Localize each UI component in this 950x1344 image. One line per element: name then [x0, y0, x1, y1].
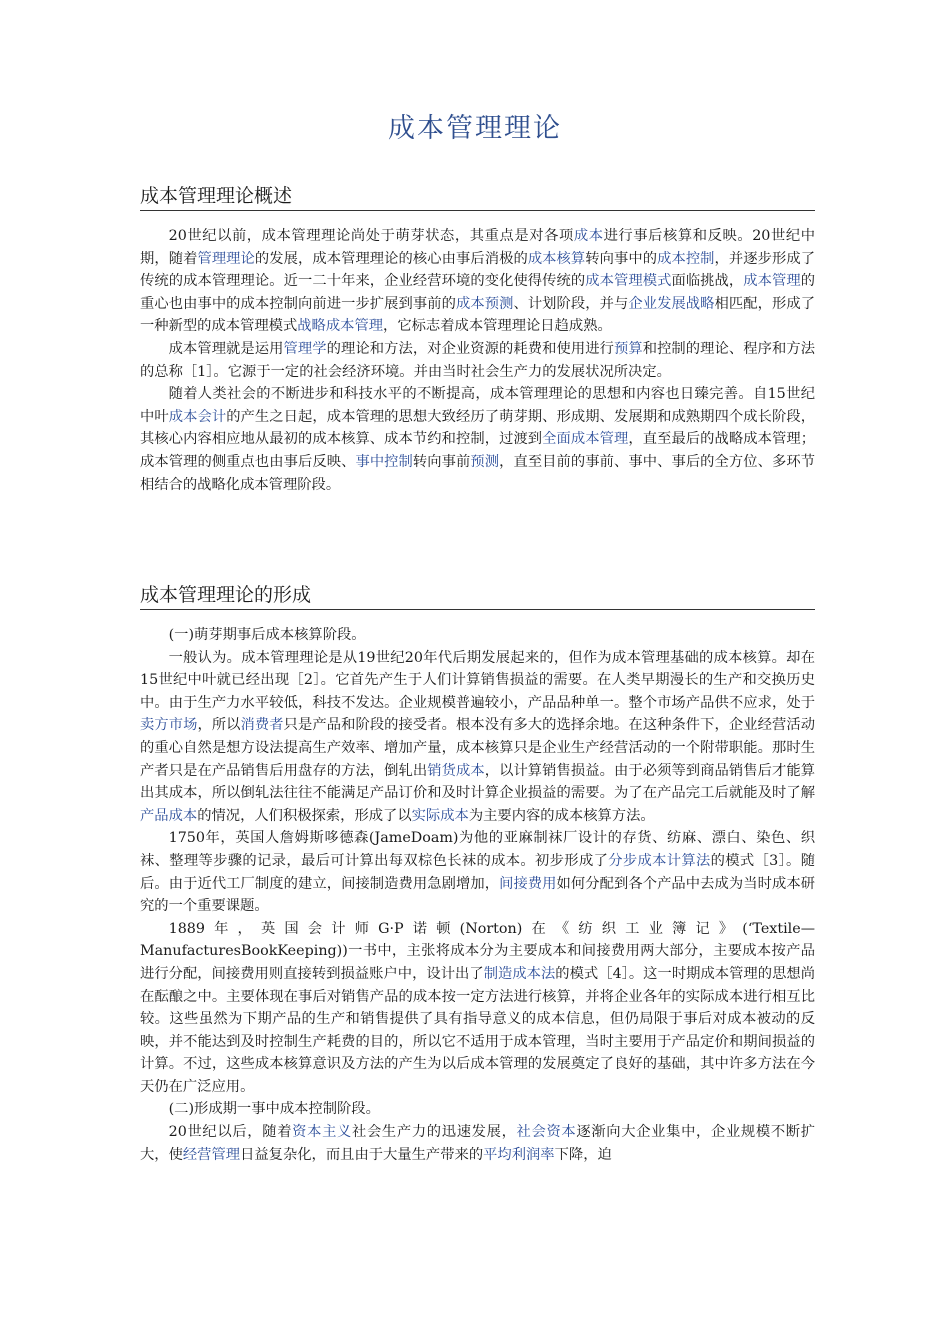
term-link[interactable]: 卖方市场: [140, 717, 198, 734]
paragraph-text: 20世纪以前，成本管理理论尚处于萌芽状态，其重点是对各项: [168, 228, 574, 244]
paragraph: [140, 827, 815, 917]
term-link[interactable]: 成本管理: [743, 273, 801, 290]
paragraph-text: 下降，迫: [554, 1146, 612, 1163]
paragraph-text: 面临挑战，: [671, 273, 744, 290]
section-body: [140, 225, 815, 496]
paragraph-text: 转向事前: [412, 453, 471, 470]
paragraph-text: 的模式［4］。这一时期成本管理的思想尚在酝酿之中。主要体现在事后对销售产品的成本按一定方法进行核算，并将企业各年的实际成本进行相互比较。这些虽然为下期产品的生产和销售提供了具有指导意义的成本信息，但仍局限于事后对成本被动的反映，并不能达到及时控制生产耗费的目的，所以它不适用于成本管理，当时主要用于产品定价和期间损益的计算。不过，这些成本核算意识及方法的产生为以后成本管理的发展奠定了良好的基础，其中许多方法在今天仍在广泛应用。: [140, 965, 816, 1095]
paragraph-text: 进行事后核算和反映。20世纪中期，随着: [140, 228, 815, 267]
term-link[interactable]: 战略成本管理: [297, 318, 384, 335]
section-overview: [140, 181, 815, 496]
term-link[interactable]: 经营管理: [182, 1146, 241, 1163]
term-link[interactable]: 平均利润率: [483, 1146, 555, 1163]
term-link[interactable]: 分步成本计算法: [608, 852, 711, 869]
paragraph: [140, 1098, 815, 1121]
paragraph-text: 的模式［3］。随后。由于近代工厂制度的建立，间接制造费用急剧增加，: [140, 852, 815, 892]
term-link[interactable]: 事中控制: [355, 453, 413, 470]
paragraph: [140, 918, 815, 1099]
paragraph-text: 只是产品和阶段的接受者。根本没有多大的选择余地。在这种条件下，企业经营活动的重心自然是想方设法提高生产效率、增加产量，成本核算只是企业生产经营活动的一个附带职能。那时生产者只是在产品销售后用盘存的方法，倒轧出: [140, 717, 816, 779]
term-link[interactable]: 资本主义: [292, 1124, 352, 1141]
term-link[interactable]: 成本控制: [657, 250, 715, 267]
paragraph: [140, 338, 815, 383]
paragraph-text: 1750年，英国人詹姆斯哆德森(JameDoam)为他的亚麻制袜厂设计的存货、纺麻、漂白、染色、织袜、整理等步骤的记录，最后可计算出每双棕色长袜的成本。初步形成了: [140, 830, 815, 869]
term-link[interactable]: 预测: [470, 453, 500, 470]
term-link[interactable]: 消费者: [240, 717, 284, 734]
term-link[interactable]: 成本预测: [456, 295, 514, 312]
paragraph-text: ，它标志着成本管理理论日趋成熟。: [383, 318, 612, 335]
document-title: 成本管理理论: [388, 113, 562, 144]
paragraph-text: 如何分配到各个产品中去成为当时成本研究的一个重要课题。: [140, 875, 815, 915]
paragraph-text: 一般认为。成本管理理论是从19世纪20年代后期发展起来的，但作为成本管理基础的成本核算。却在15世纪中叶就已经出现［2］。它首先产生于人们计算销售损益的需要。在人类早期漫长的生产和交换历史中。由于生产力水平较低，科技不发达。企业规模普遍较小，产品品种单一。整个市场产品供不应求，处于: [140, 649, 815, 711]
paragraph-text: 为主要内容的成本核算方法。: [468, 807, 655, 824]
paragraph: [140, 1121, 815, 1166]
paragraph-text: (一)萌芽期事后成本核算阶段。: [168, 627, 366, 643]
term-link[interactable]: 实际成本: [411, 807, 469, 824]
term-link[interactable]: 企业发展战略: [628, 295, 715, 312]
paragraph-text: 日益复杂化，而且由于大量生产带来的: [240, 1146, 484, 1163]
paragraph-text: 的重心也由事中的成本控制向前进一步扩展到事前的: [140, 273, 816, 312]
paragraph: [140, 624, 815, 647]
term-link[interactable]: 成本会计: [168, 408, 227, 425]
paragraph-text: 的产生之日起，成本管理的思想大致经历了萌芽期、形成期、发展期和成熟期四个成长阶段，其核心内容相应地从最初的成本核算、成本节约和控制，过渡到: [140, 408, 816, 448]
term-link[interactable]: 管理理论: [197, 250, 255, 267]
paragraph-text: 相匹配，形成了一种新型的成本管理模式: [140, 295, 816, 335]
term-link[interactable]: 产品成本: [140, 807, 198, 824]
section-heading: 成本管理理论的形成: [140, 580, 815, 610]
term-link[interactable]: 间接费用: [499, 875, 557, 892]
paragraph-text: ，以计算销售损益。由于必须等到商品销售后才能算出其成本，所以倒轧法往往不能满足产品订价和及时计算企业损益的需要。为了在产品完工后就能及时了解: [140, 762, 816, 802]
section-formation: [140, 580, 815, 1166]
term-link[interactable]: 预算: [613, 340, 643, 357]
paragraph-text: 和控制的理论、程序和方法的总称［1］。它源于一定的社会经济环境。并由当时社会生产力的发展状况所决定。: [140, 340, 816, 380]
paragraph-text: ，所以: [197, 717, 241, 734]
paragraph-text: 20世纪以后，随着: [168, 1124, 293, 1141]
paragraph-text: 转向事中的: [585, 250, 658, 267]
paragraph-text: 社会生产力的迅速发展，: [352, 1124, 517, 1141]
term-link[interactable]: 成本核算: [527, 250, 586, 267]
term-link[interactable]: 社会资本: [516, 1124, 577, 1141]
paragraph: [140, 647, 815, 828]
term-link[interactable]: 全面成本管理: [542, 431, 629, 448]
paragraph: [140, 225, 815, 338]
paragraph-text: 的理论和方法，对企业资源的耗费和使用进行: [326, 340, 614, 357]
paragraph-text: ，直至目前的事前、事中、事后的全方位、多环节相结合的战略化成本管理阶段。: [140, 453, 816, 493]
paragraph-text: ，直至最后的战略成本管理；成本管理的侧重点也由事后反映、: [140, 431, 816, 470]
term-link[interactable]: 管理学: [283, 340, 327, 357]
paragraph-text: 成本管理就是运用: [168, 340, 284, 357]
term-link[interactable]: 销货成本: [427, 762, 485, 779]
term-link[interactable]: 成本: [573, 228, 604, 244]
paragraph-text: (二)形成期一事中成本控制阶段。: [168, 1101, 380, 1118]
paragraph-text: ，并逐步形成了传统的成本管理理论。近一二十年来，企业经营环境的变化使得传统的: [140, 250, 816, 290]
paragraph-text: 的情况，人们积极探索，形成了以: [197, 807, 412, 824]
section-heading: 成本管理理论概述: [140, 181, 815, 211]
section-body: [140, 624, 815, 1166]
paragraph-text: 逐渐向大企业集中，企业规模不断扩大，使: [140, 1124, 816, 1163]
term-link[interactable]: 成本管理模式: [585, 273, 672, 290]
paragraph: [140, 383, 815, 496]
paragraph-text: 、计划阶段，并与: [513, 295, 629, 312]
paragraph-text: 的发展，成本管理理论的核心由事后消极的: [254, 250, 528, 267]
term-link[interactable]: 制造成本法: [483, 965, 556, 982]
paragraph-text: 随着人类社会的不断进步和科技水平的不断提高，成本管理理论的思想和内容也日臻完善。自15世纪中叶: [140, 386, 815, 425]
paragraph-text: 1889年，英国会计师G·P诺顿(Norton)在《纺织工业簿记》(‘Textile—ManufacturesBookKeeping))一书中，主张将成本分为主要成本和间接费用两大部分，主要成本按产品进行分配，间接费用则直接转到损益账户中，设计出了: [140, 920, 815, 982]
